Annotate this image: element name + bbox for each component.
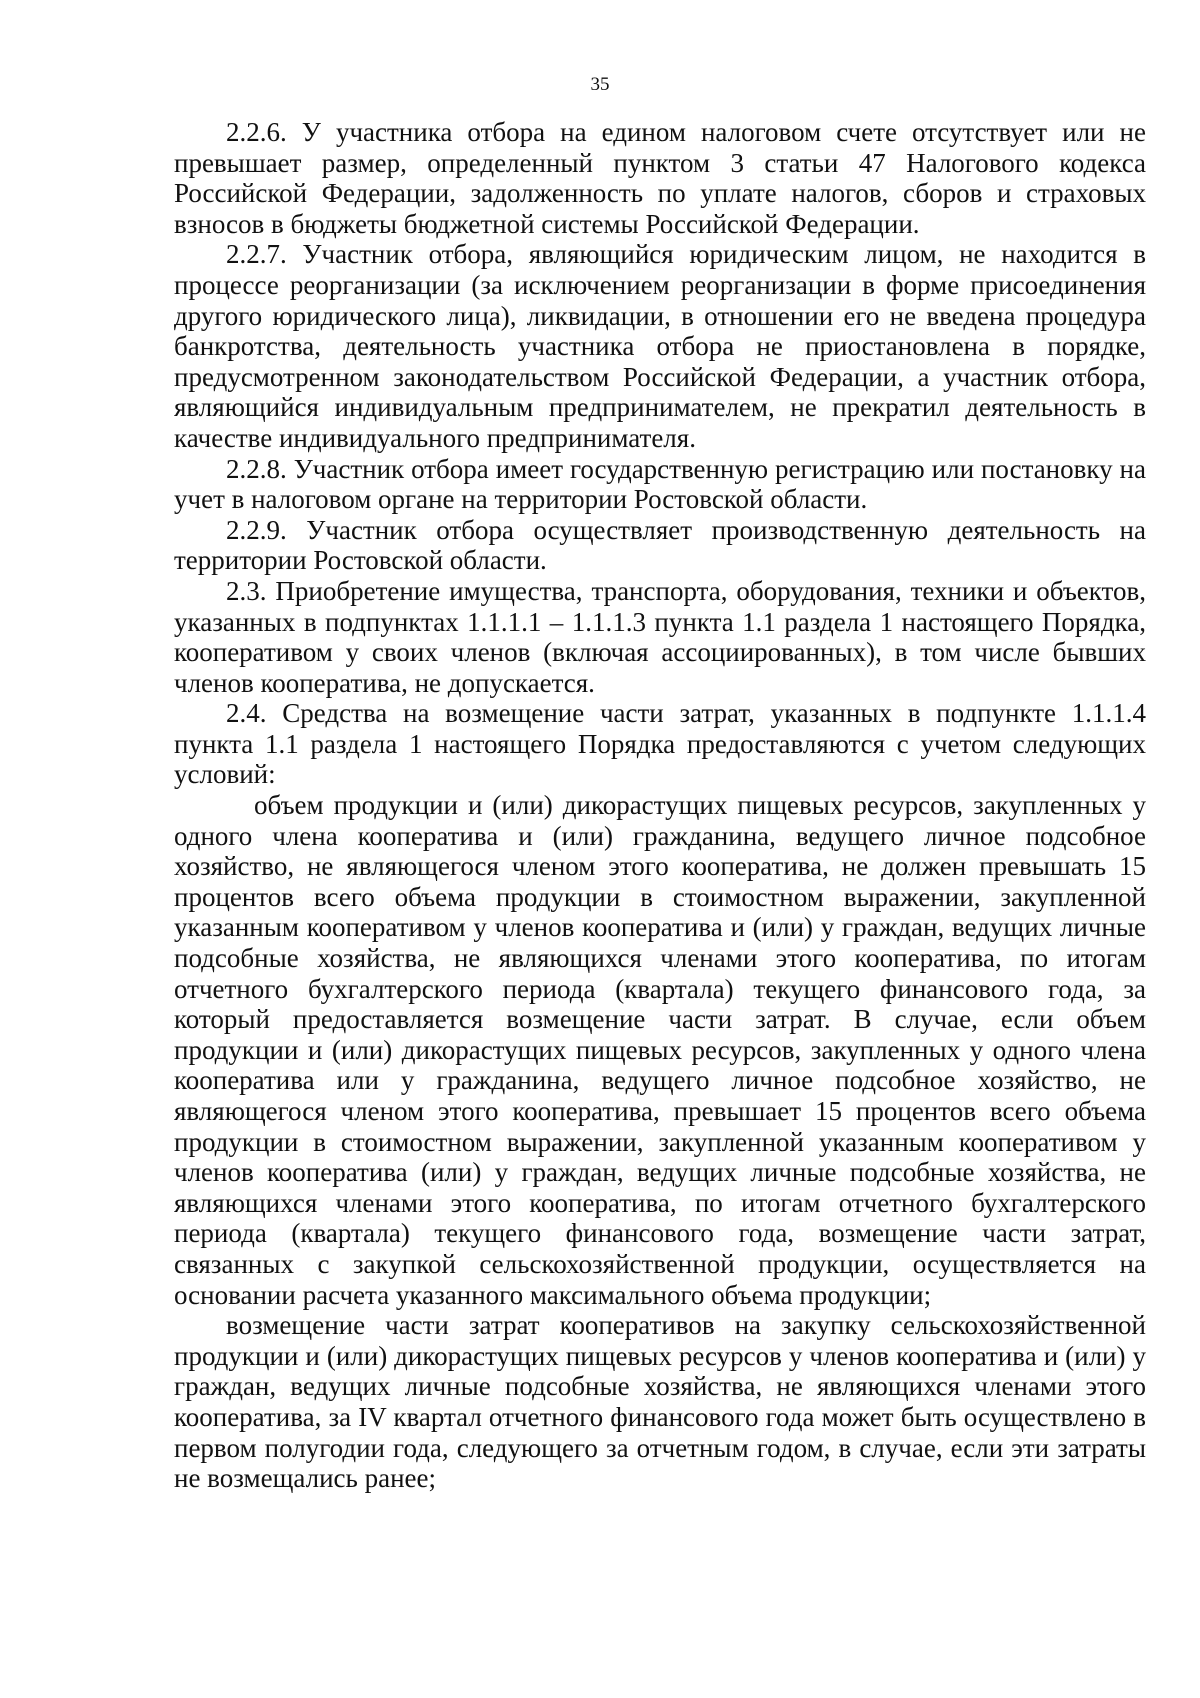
paragraph-2-2-8: 2.2.8. Участник отбора имеет государственную регистрацию или постановку на учет в налоговом органе на территории Ростовской области. <box>174 453 1146 515</box>
paragraph-2-4: 2.4. Средства на возмещение части затрат, указанных в подпункте 1.1.1.4 пункта 1.1 раздела 1 настоящего Порядка предоставляются с учетом следующих условий: <box>174 698 1146 790</box>
condition-paragraph-fourth-quarter: возмещение части затрат кооперативов на закупку сельскохозяйственной продукции и (или) дикорастущих пищевых ресурсов у членов кооператива и (или) у граждан, ведущих личные подсобные хозяйства, не являющихся членами этого кооператива, за IV квартал отчетного финансового года может быть осуществлено в первом полугодии года, следующего за отчетным годом, в случае, если эти затраты не возмещались ранее; <box>174 1310 1146 1494</box>
condition-paragraph-volume-limit: объем продукции и (или) дикорастущих пищевых ресурсов, закупленных у одного члена кооператива и (или) гражданина, ведущего личное подсобное хозяйство, не являющегося членом этого кооператива, не должен превышать 15 процентов всего объема продукции в стоимостном выражении, закупленной указанным кооперативом у членов кооператива и (или) у граждан, ведущих личные подсобные хозяйства, не являющихся членами этого кооператива, по итогам отчетного бухгалтерского периода (квартала) текущего финансового года, за который предоставляется возмещение части затрат. В случае, если объем продукции и (или) дикорастущих пищевых ресурсов, закупленных у одного члена кооператива или у гражданина, ведущего личное подсобное хозяйство, не являющегося членом этого кооператива, превышает 15 процентов всего объема продукции в стоимостном выражении, закупленной указанным кооперативом у членов кооператива (или) у граждан, ведущих личные подсобные хозяйства, не являющихся членами этого кооператива, по итогам отчетного бухгалтерского периода (квартала) текущего финансового года, возмещение части затрат, связанных с закупкой сельскохозяйственной продукции, осуществляется на основании расчета указанного максимального объема продукции; <box>174 790 1146 1310</box>
paragraph-2-2-6: 2.2.6. У участника отбора на едином налоговом счете отсутствует или не превышает размер, определенный пунктом 3 статьи 47 Налогового кодекса Российской Федерации, задолженность по уплате налогов, сборов и страховых взносов в бюджеты бюджетной системы Российской Федерации. <box>174 117 1146 239</box>
page-number: 35 <box>590 74 610 95</box>
paragraph-2-2-7: 2.2.7. Участник отбора, являющийся юридическим лицом, не находится в процессе реорганизации (за исключением реорганизации в форме присоединения другого юридического лица), ликвидации, в отношении его не введена процедура банкротства, деятельность участника отбора не приостановлена в порядке, предусмотренном законодательством Российской Федерации, а участник отбора, являющийся индивидуальным предпринимателем, не прекратил деятельность в качестве индивидуального предпринимателя. <box>174 239 1146 453</box>
paragraph-2-2-9: 2.2.9. Участник отбора осуществляет производственную деятельность на территории Ростовской области. <box>174 514 1146 576</box>
document-body <box>174 117 1146 1494</box>
paragraph-2-3: 2.3. Приобретение имущества, транспорта, оборудования, техники и объектов, указанных в подпунктах 1.1.1.1 – 1.1.1.3 пункта 1.1 раздела 1 настоящего Порядка, кооперативом у своих членов (включая ассоциированных), в том числе бывших членов кооператива, не допускается. <box>174 575 1146 698</box>
